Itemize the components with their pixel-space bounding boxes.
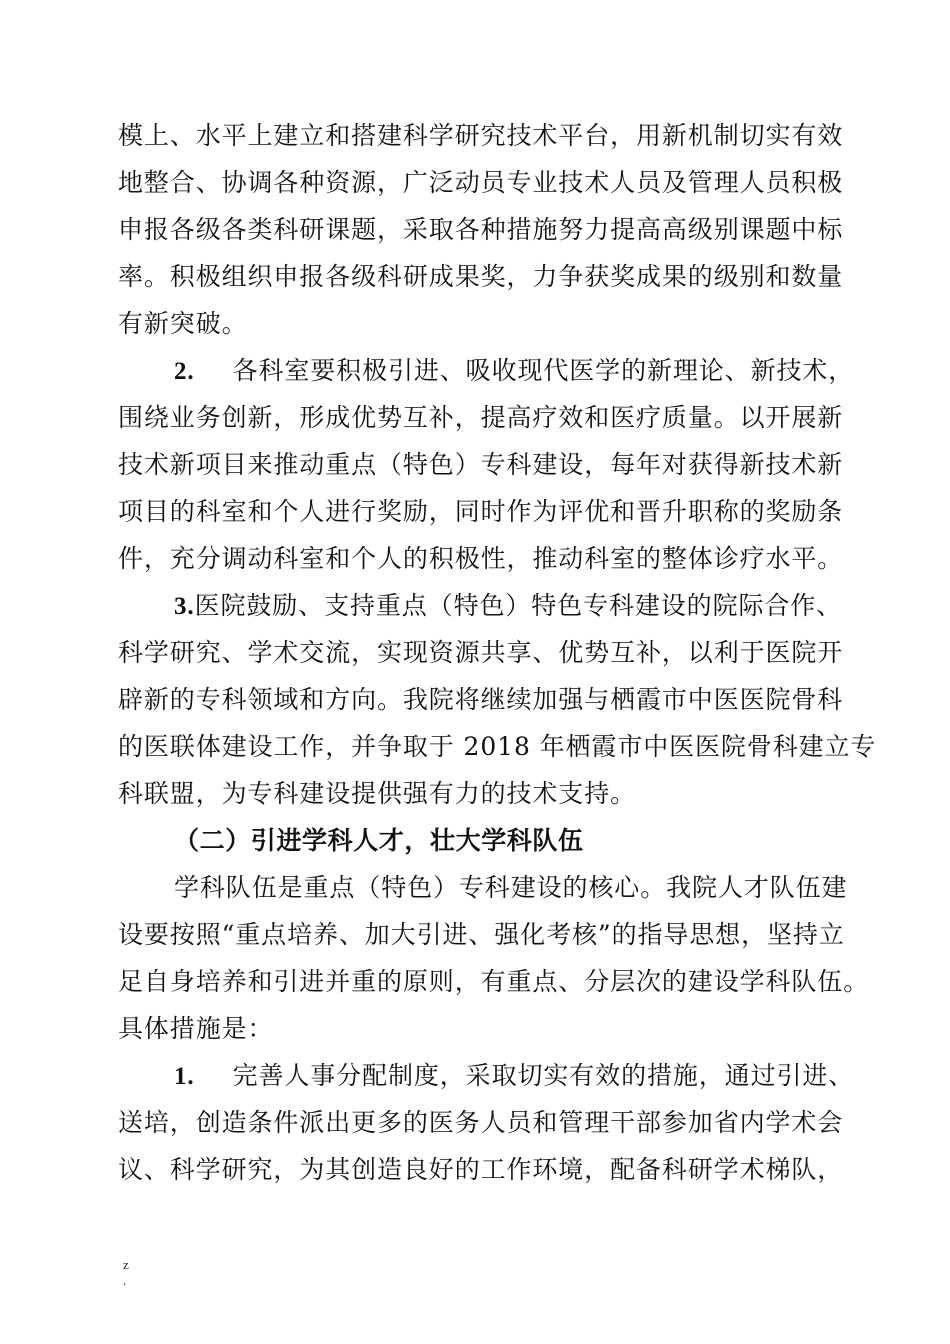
text-line: 率。积极组织申报各级科研成果奖，力争获奖成果的级别和数量 (118, 262, 844, 291)
item-number: 1. (174, 1063, 195, 1090)
document-body (118, 112, 877, 1193)
paragraph-item-3 (118, 582, 877, 817)
text-line (118, 582, 860, 629)
text-line: 足自身培养和引进并重的原则，有重点、分层次的建设学科队伍。 (118, 967, 870, 996)
paragraph-section-item-1 (118, 1052, 860, 1193)
text-line: 技术新项目来推动重点（特色）专科建设，每年对获得新技术新 (118, 450, 844, 479)
text-line: 申报各级各类科研课题，采取各种措施努力提高高级别课题中标 (118, 215, 844, 244)
text-line: 地整合、协调各种资源，广泛动员专业技术人员及管理人员积极 (118, 168, 844, 197)
paragraph-continued (118, 112, 860, 347)
section-heading-paragraph (118, 817, 860, 864)
text-line: 送培，创造条件派出更多的医务人员和管理干部参加省内学术会 (118, 1108, 844, 1137)
text-line: 件，充分调动科室和个人的积极性，推动科室的整体诊疗水平。 (118, 544, 844, 573)
text-line: 模上、水平上建立和搭建科学研究技术平台，用新机制切实有效 (118, 121, 844, 150)
paragraph-item-2 (118, 347, 860, 582)
item-text: 各科室要积极引进、吸收现代医学的新理论、新技术， (232, 356, 855, 385)
text-line (118, 347, 860, 394)
item-text: 医院鼓励、支持重点（特色）特色专科建设的院际合作、 (194, 591, 843, 620)
footer-mark: z (123, 1257, 129, 1272)
text-line: 科学研究、学术交流，实现资源共享、优势互补，以利于医院开 (118, 638, 844, 667)
page-footer (123, 1257, 129, 1289)
item-number: 3. (174, 593, 195, 620)
text-line: 围绕业务创新，形成优势互补，提高疗效和医疗质量。以开展新 (118, 403, 844, 432)
text-line (118, 1052, 860, 1099)
paragraph-section-intro (118, 864, 870, 1052)
text-line: 议、科学研究，为其创造良好的工作环境，配备科研学术梯队， (118, 1155, 844, 1184)
text-line: 学科队伍是重点（特色）专科建设的核心。我院人才队伍建 (174, 873, 848, 902)
footer-dot: . (123, 1273, 127, 1288)
text-line: 设要按照“重点培养、加大引进、强化考核”的指导思想，坚持立 (118, 920, 845, 949)
section-heading: （二）引进学科人才，壮大学科队伍 (174, 826, 584, 855)
item-text: 完善人事分配制度，采取切实有效的措施，通过引进、 (232, 1061, 855, 1090)
text-line: 辟新的专科领域和方向。我院将继续加强与栖霞市中医医院骨科 (118, 685, 844, 714)
text-line: 项目的科室和个人进行奖励，同时作为评优和晋升职称的奖励条 (118, 497, 844, 526)
item-number: 2. (174, 358, 195, 385)
text-line: 具体措施是： (118, 1014, 274, 1043)
text-line: 有新突破。 (118, 309, 248, 338)
text-line: 的医联体建设工作，并争取于 2018 年栖霞市中医医院骨科建立专 (118, 732, 877, 761)
text-line: 科联盟，为专科建设提供强有力的技术支持。 (118, 779, 637, 808)
